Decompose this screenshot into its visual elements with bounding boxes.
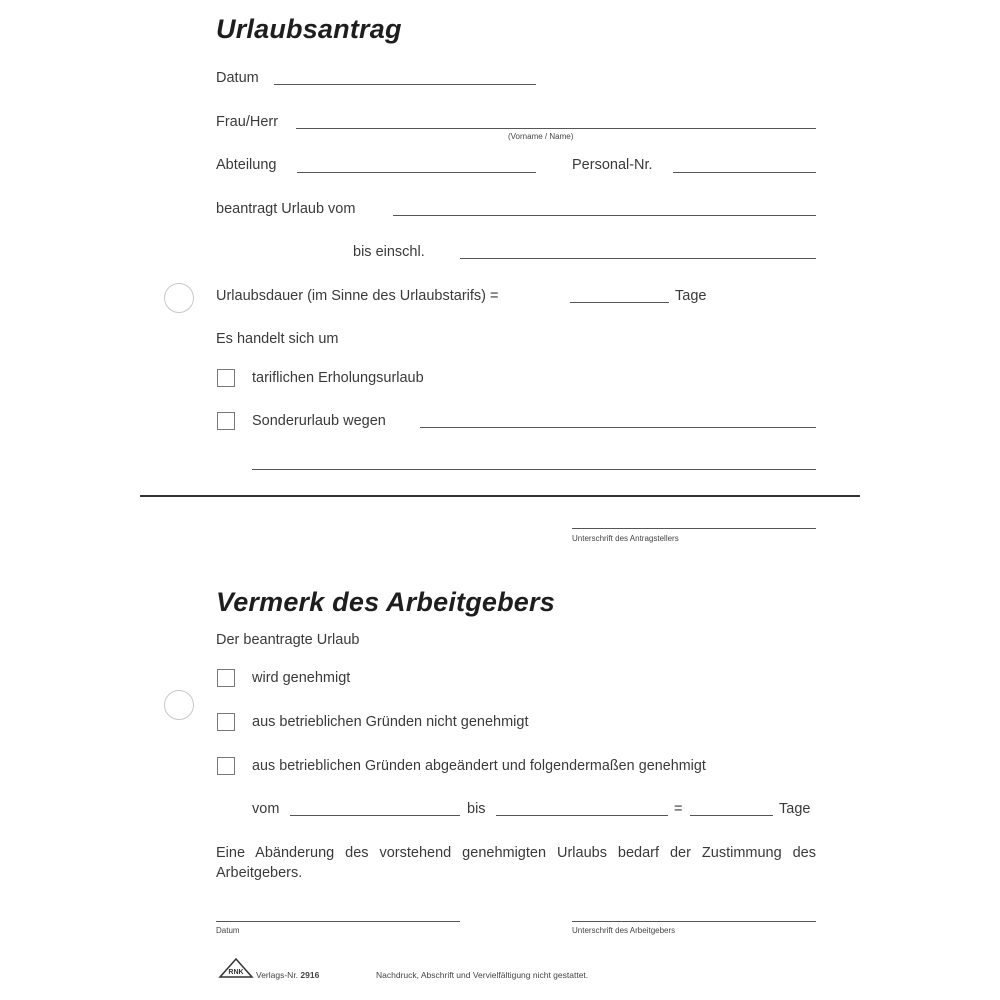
range-vom-label: vom (252, 801, 280, 817)
verlags-nr (256, 970, 319, 980)
employer-datum-line[interactable] (216, 921, 460, 922)
verlags-nr-label: Verlags-Nr. (256, 970, 299, 980)
nicht-genehmigt-checkbox[interactable] (217, 713, 235, 731)
erholungsurlaub-checkbox[interactable] (217, 369, 235, 387)
type-heading: Es handelt sich um (216, 331, 339, 347)
personal-nr-field-line[interactable] (673, 172, 816, 173)
nicht-genehmigt-label: aus betrieblichen Gründen nicht genehmigt (252, 714, 529, 730)
bis-einschl-label: bis einschl. (353, 244, 425, 260)
datum-label: Datum (216, 70, 259, 86)
urlaubsdauer-field-line[interactable] (570, 302, 669, 303)
erholungsurlaub-label: tariflichen Erholungsurlaub (252, 370, 424, 386)
form-title: Urlaubsantrag (216, 14, 402, 44)
range-tage-label: Tage (779, 801, 811, 817)
abteilung-field-line[interactable] (297, 172, 536, 173)
abgeaendert-checkbox[interactable] (217, 757, 235, 775)
applicant-signature-caption: Unterschrift des Antragstellers (572, 534, 679, 543)
urlaub-vom-label: beantragt Urlaub vom (216, 201, 356, 217)
sonderurlaub-checkbox[interactable] (217, 412, 235, 430)
genehmigt-checkbox[interactable] (217, 669, 235, 687)
employer-intro: Der beantragte Urlaub (216, 632, 360, 648)
copyright-notice: Nachdruck, Abschrift und Vervielfältigung nicht gestattet. (376, 970, 589, 980)
abteilung-label: Abteilung (216, 157, 277, 173)
amendment-note: Eine Abänderung des vorstehend genehmigten Urlaubs bedarf der Zustimmung des Arbeitgebers. (216, 845, 816, 881)
publisher-logo-icon (218, 958, 254, 978)
tage-label: Tage (675, 288, 707, 304)
personal-nr-label: Personal-Nr. (572, 157, 653, 173)
frau-herr-label: Frau/Herr (216, 114, 279, 130)
publisher-logo-text: RNK (228, 969, 244, 976)
verlags-nr-value: 2916 (300, 970, 320, 980)
range-bis-label: bis (467, 801, 486, 817)
urlaub-vom-field-line[interactable] (393, 215, 816, 216)
punch-hole-bottom (164, 690, 194, 720)
datum-field-line[interactable] (274, 84, 536, 85)
publisher-logo (218, 958, 254, 978)
range-equals: = (674, 801, 683, 817)
sonderurlaub-reason-line-2[interactable] (252, 469, 816, 470)
urlaubsdauer-label: Urlaubsdauer (im Sinne des Urlaubstarifs) = (216, 288, 499, 304)
genehmigt-label: wird genehmigt (252, 670, 351, 686)
range-bis-field-line[interactable] (496, 815, 668, 816)
employer-signature-line[interactable] (572, 921, 816, 922)
range-vom-field-line[interactable] (290, 815, 460, 816)
bis-einschl-field-line[interactable] (460, 258, 816, 259)
vorname-name-caption: (Vorname / Name) (508, 132, 574, 141)
applicant-signature-line[interactable] (572, 528, 816, 529)
name-field-line[interactable] (296, 128, 816, 129)
employer-datum-caption: Datum (216, 926, 240, 935)
section-separator (140, 495, 860, 497)
punch-hole-top (164, 283, 194, 313)
abgeaendert-label: aus betrieblichen Gründen abgeändert und folgendermaßen genehmigt (252, 758, 706, 774)
range-tage-field-line[interactable] (690, 815, 773, 816)
sonderurlaub-reason-line[interactable] (420, 427, 816, 428)
employer-signature-caption: Unterschrift des Arbeitgebers (572, 926, 676, 935)
employer-title: Vermerk des Arbeitgebers (216, 587, 555, 617)
sonderurlaub-label: Sonderurlaub wegen (252, 413, 386, 429)
